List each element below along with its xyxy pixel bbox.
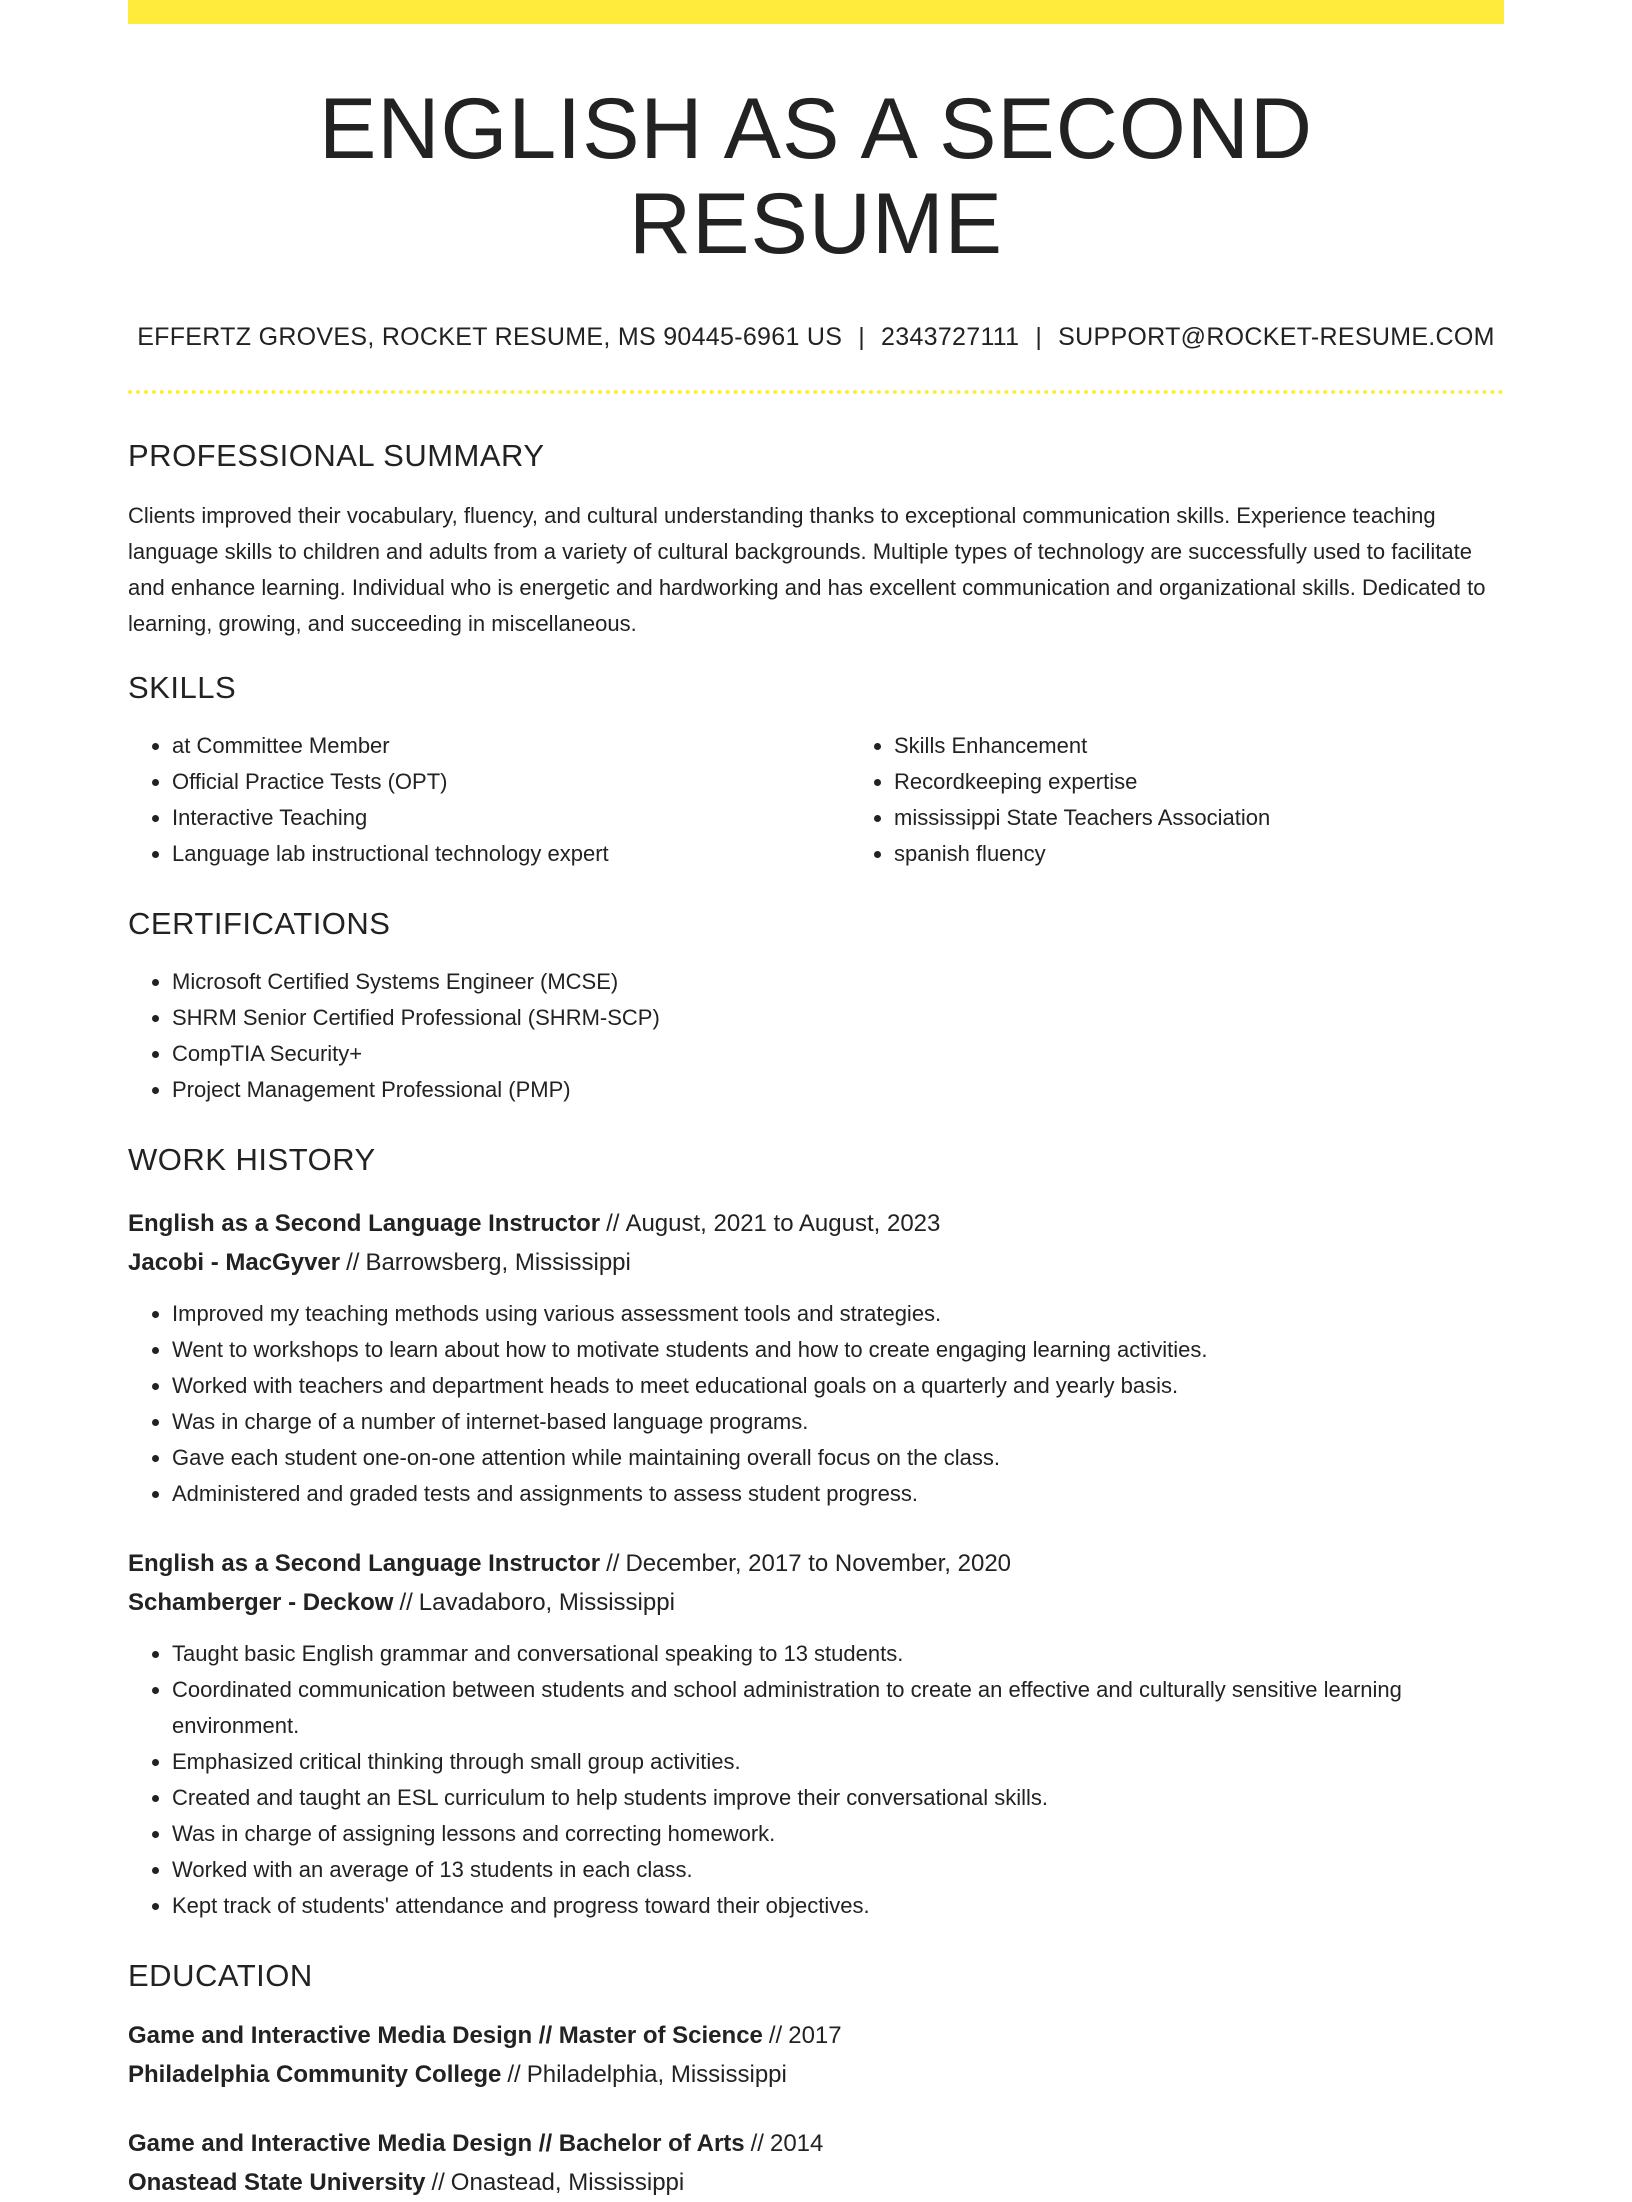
skill-item: • mississippi State Teachers Association (894, 800, 1504, 836)
job-bullet: • Administered and graded tests and assignments to assess student progress. (172, 1476, 1504, 1512)
skill-item: • Interactive Teaching (172, 800, 850, 836)
resume-page (128, 0, 1504, 2202)
resume-name: ENGLISH AS A SECOND RESUME (318, 81, 1314, 272)
skill-item: • Language lab instructional technology expert (172, 836, 850, 872)
job-bullet: • Kept track of students' attendance and progress toward their objectives. (172, 1888, 1504, 1924)
education-header (128, 2016, 1504, 2094)
contact-separator: | (1035, 323, 1043, 352)
contact-line (128, 323, 1504, 352)
job-bullet: • Coordinated communication between students and school administration to create an effective and culturally sensitive learning environment. (172, 1672, 1504, 1744)
field-separator: // (507, 2061, 521, 2089)
certification-item: • Microsoft Certified Systems Engineer (MCSE) (172, 964, 1504, 1000)
job-bullet: • Worked with teachers and department heads to meet educational goals on a quarterly and yearly basis. (172, 1368, 1504, 1404)
education-year: 2017 (788, 2022, 842, 2050)
education-year: 2014 (769, 2130, 824, 2158)
job-bullet: • Improved my teaching methods using various assessment tools and strategies. (172, 1296, 1504, 1332)
field-separator: // (399, 1589, 413, 1617)
job-company: Jacobi - MacGyver (128, 1249, 341, 1277)
job-entry (128, 1204, 1504, 1512)
education-heading: EDUCATION (128, 1958, 313, 1994)
skills-grid (128, 728, 1504, 872)
job-bullet: • Went to workshops to learn about how to motivate students and how to create engaging learning activities. (172, 1332, 1504, 1368)
certification-item: • Project Management Professional (PMP) (172, 1072, 1504, 1108)
contact-separator: | (858, 323, 866, 352)
education-entry (128, 2016, 1504, 2094)
education-degree: Game and Interactive Media Design // Master of Science (128, 2022, 763, 2050)
job-bullet: • Was in charge of assigning lessons and correcting homework. (172, 1816, 1504, 1852)
skill-item: • spanish fluency (894, 836, 1504, 872)
work-history-heading: WORK HISTORY (128, 1142, 376, 1178)
job-bullets (128, 1636, 1504, 1924)
certifications-list (128, 964, 1504, 1108)
field-separator: // (750, 2130, 764, 2158)
education-school: Philadelphia Community College (128, 2061, 502, 2089)
job-bullet: • Emphasized critical thinking through small group activities. (172, 1744, 1504, 1780)
field-separator: // (606, 1210, 620, 1238)
contact-address: EFFERTZ GROVES, ROCKET RESUME, MS 90445-6961 US (137, 323, 843, 352)
job-location: Lavadaboro, Mississippi (418, 1589, 675, 1617)
summary-text: Clients improved their vocabulary, fluency, and cultural understanding thanks to exceptional communication skills. Experience teaching language skills to children and adults from a variety of cultural backgrounds. Multiple types of technology are successfully used to facilitate and enhance learning. Individual who is energetic and hardworking and has excellent communication and organizational skills. Dedicated to learning, growing, and succeeding in miscellaneous. (128, 503, 1486, 637)
skills-heading: SKILLS (128, 670, 237, 706)
job-role: English as a Second Language Instructor (128, 1210, 601, 1238)
education-location: Onastead, Mississippi (450, 2169, 685, 2197)
skill-item: • Skills Enhancement (894, 728, 1504, 764)
job-entry (128, 1544, 1504, 1924)
job-bullet: • Was in charge of a number of internet-based language programs. (172, 1404, 1504, 1440)
education-degree: Game and Interactive Media Design // Bachelor of Arts (128, 2130, 745, 2158)
contact-email: SUPPORT@ROCKET-RESUME.COM (1058, 323, 1495, 352)
field-separator: // (346, 1249, 360, 1277)
skills-list-left (128, 728, 850, 872)
job-bullet: • Worked with an average of 13 students in each class. (172, 1852, 1504, 1888)
job-bullets (128, 1296, 1504, 1512)
certifications-heading: CERTIFICATIONS (128, 906, 391, 942)
summary-heading: PROFESSIONAL SUMMARY (128, 438, 545, 474)
field-separator: // (431, 2169, 445, 2197)
job-bullet: • Taught basic English grammar and conversational speaking to 13 students. (172, 1636, 1504, 1672)
skill-item: • at Committee Member (172, 728, 850, 764)
education-school: Onastead State University (128, 2169, 426, 2197)
skill-item: • Official Practice Tests (OPT) (172, 764, 850, 800)
job-location: Barrowsberg, Mississippi (365, 1249, 631, 1277)
contact-phone: 2343727111 (881, 323, 1020, 352)
job-header (128, 1204, 1504, 1282)
job-dates: December, 2017 to November, 2020 (625, 1550, 1012, 1578)
job-bullet: • Gave each student one-on-one attention while maintaining overall focus on the class. (172, 1440, 1504, 1476)
accent-top-bar (128, 0, 1504, 24)
field-separator: // (768, 2022, 783, 2050)
job-dates: August, 2021 to August, 2023 (625, 1210, 941, 1238)
dotted-divider (128, 390, 1504, 394)
job-bullet: • Created and taught an ESL curriculum to help students improve their conversational skills. (172, 1780, 1504, 1816)
education-location: Philadelphia, Mississippi (526, 2061, 787, 2089)
job-header (128, 1544, 1504, 1622)
skills-list-right (850, 728, 1504, 872)
job-role: English as a Second Language Instructor (128, 1550, 601, 1578)
certification-item: • SHRM Senior Certified Professional (SHRM-SCP) (172, 1000, 1504, 1036)
job-company: Schamberger - Deckow (128, 1589, 394, 1617)
education-entry (128, 2124, 1504, 2202)
education-header (128, 2124, 1504, 2202)
certification-item: • CompTIA Security+ (172, 1036, 1504, 1072)
skill-item: • Recordkeeping expertise (894, 764, 1504, 800)
field-separator: // (606, 1550, 620, 1578)
